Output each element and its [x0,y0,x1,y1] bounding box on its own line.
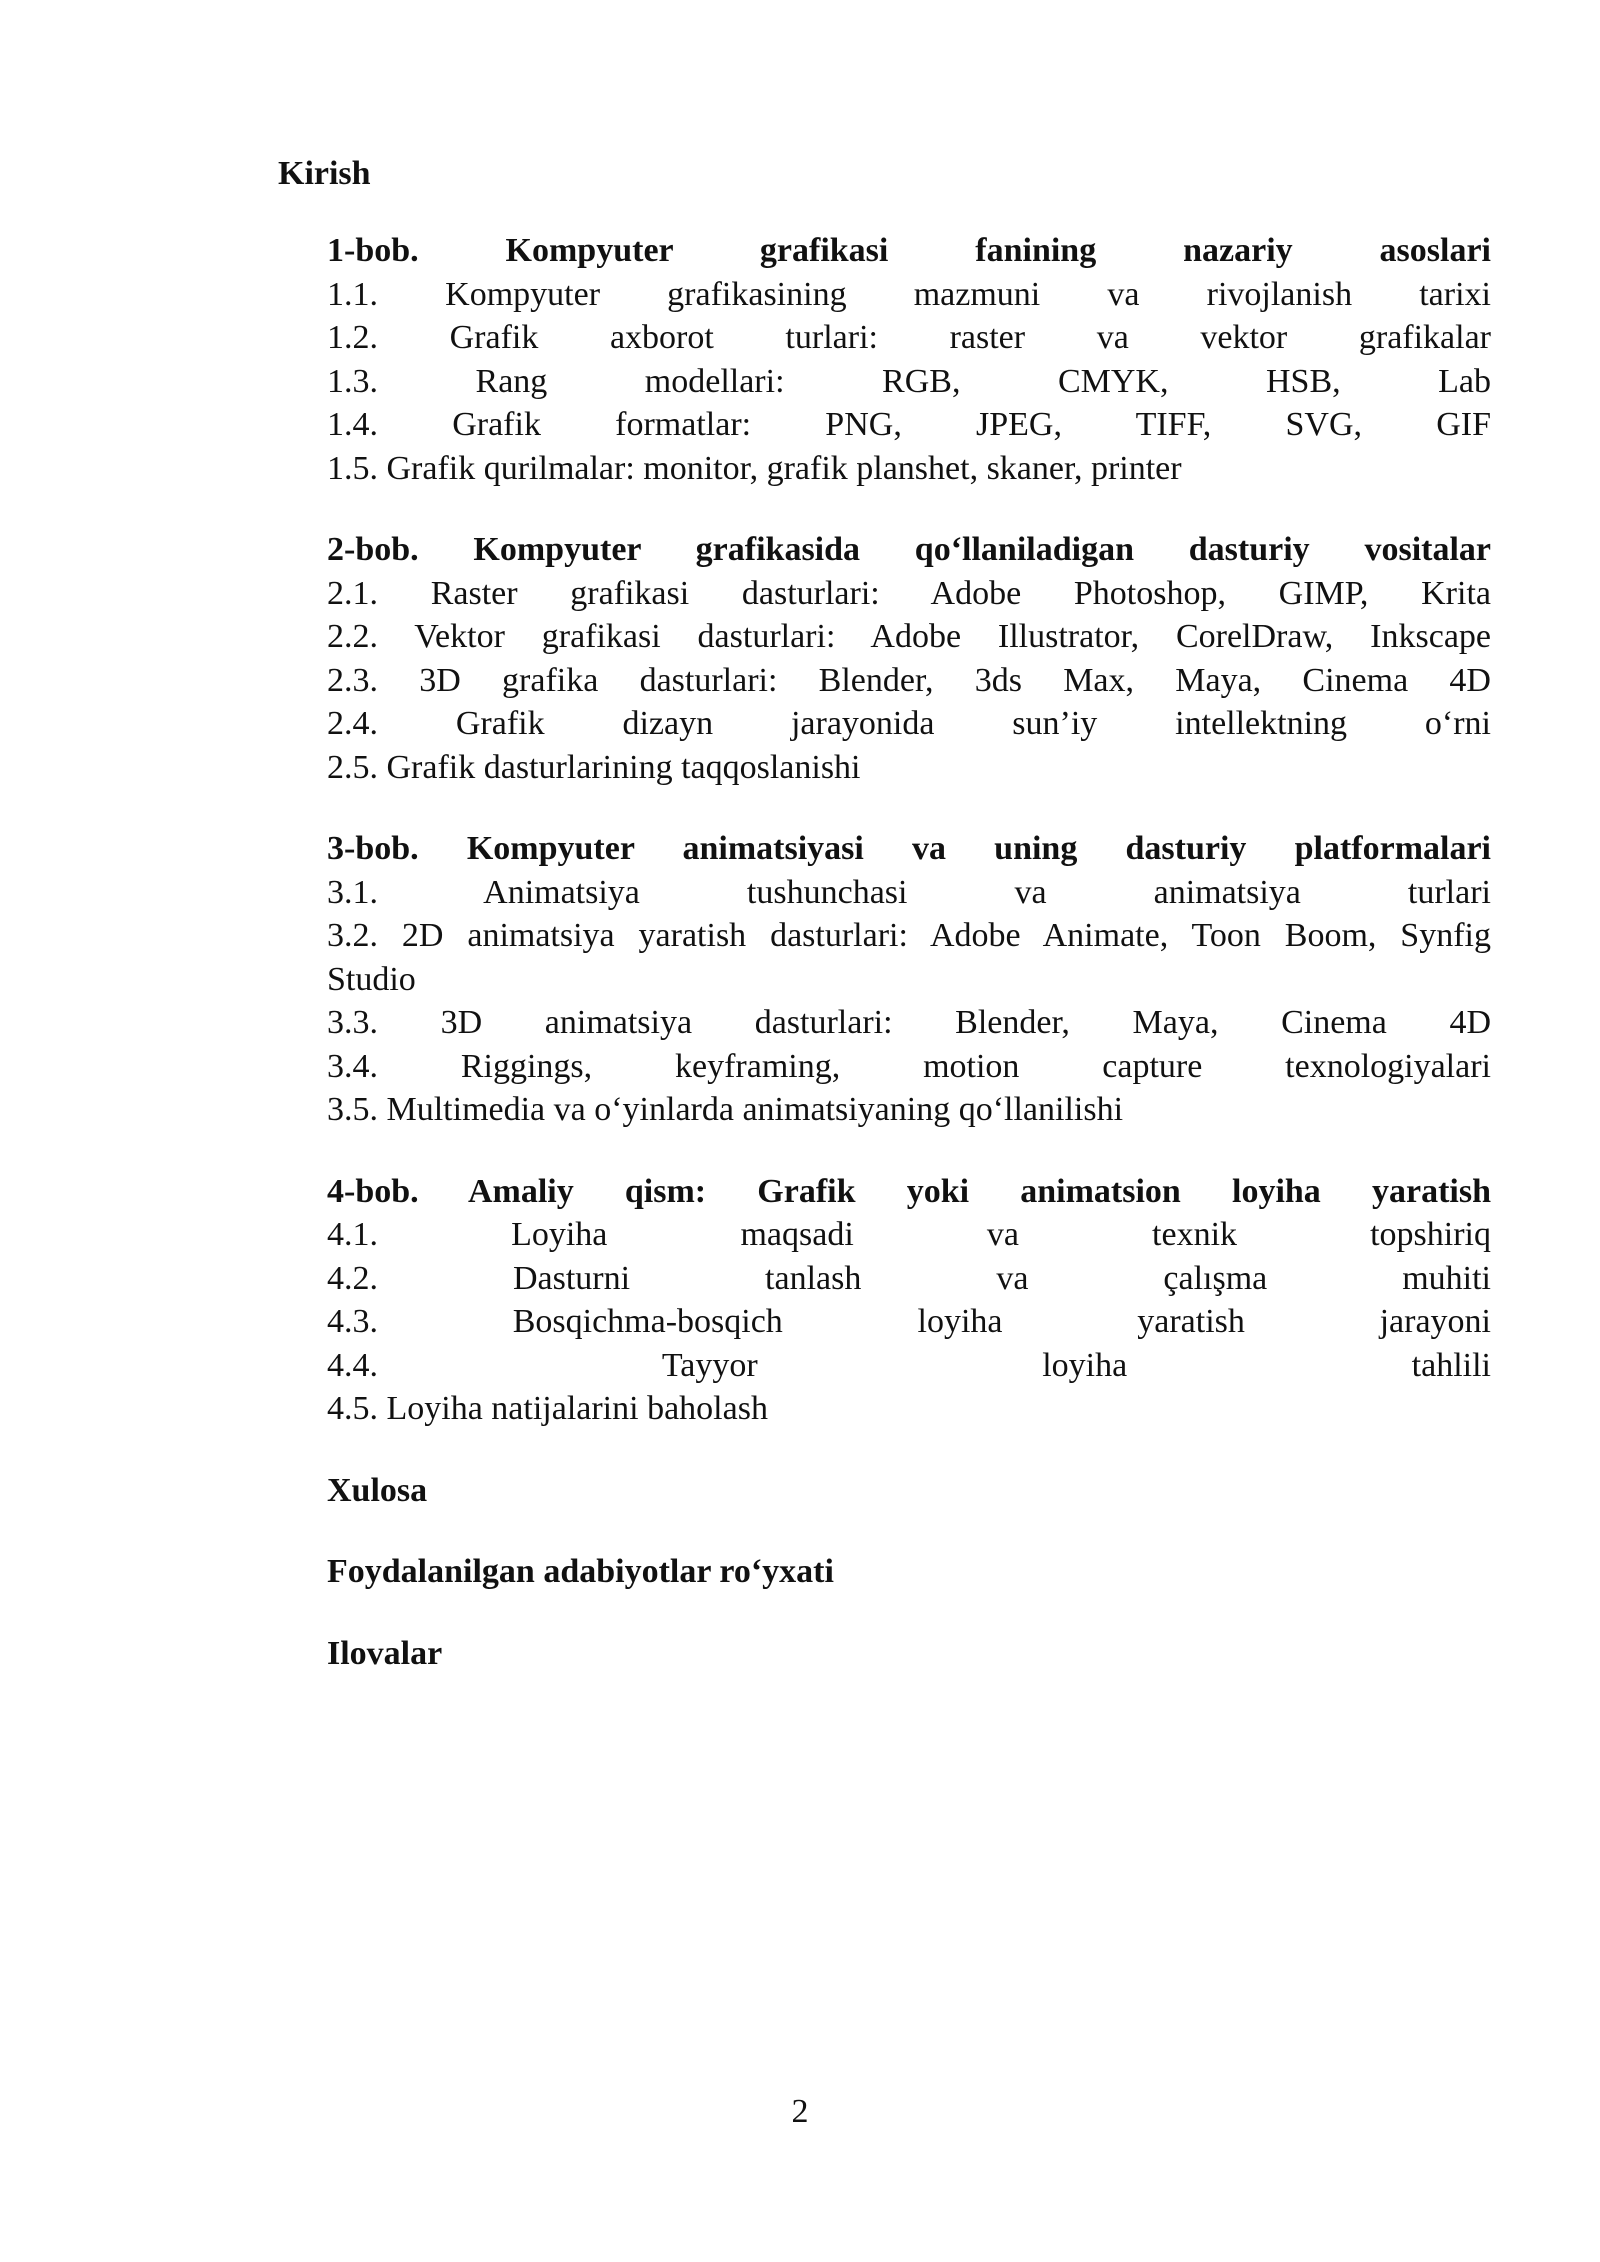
section-item: 2.5. Grafik dasturlarining taqqoslanishi [327,748,861,786]
section-item: 4.2. Dasturni tanlash va çalışma muhiti [327,1259,1491,1297]
section-item: 4.1. Loyiha maqsadi va texnik topshiriq [327,1216,1491,1253]
section-item: 2.1. Raster grafikasi dasturlari: Adobe Photoshop, GIMP, Krita [327,574,1491,612]
page-number: 2 [791,2093,809,2130]
conclusion-heading: Xulosa [327,1471,428,1509]
chapter-4 [327,1170,1491,1431]
chapter-1 [327,229,1491,490]
section-item: 2.3. 3D grafika dasturlari: Blender, 3ds Max, Maya, Cinema 4D [327,661,1491,699]
chapter-title: 2-bob. Kompyuter grafikasida qo‘llaniladigan dasturiy vositalar [327,531,1491,568]
section-item: 4.3. Bosqichma-bosqich loyiha yaratish jarayoni [327,1303,1491,1340]
section-item: 2.2. Vektor grafikasi dasturlari: Adobe Illustrator, CorelDraw, Inkscape [327,618,1491,655]
references-heading: Foydalanilgan adabiyotlar ro‘yxati [327,1553,834,1590]
section-item: 1.1. Kompyuter grafikasining mazmuni va rivojlanish tarixi [327,275,1491,313]
section-item: 3.5. Multimedia va o‘yinlarda animatsiyaning qo‘llanilishi [327,1091,1124,1128]
chapter-title: 3-bob. Kompyuter animatsiyasi va uning dasturiy platformalari [327,830,1491,867]
section-item: 1.5. Grafik qurilmalar: monitor, grafik planshet, skaner, printer [327,449,1182,487]
section-item: 1.4. Grafik formatlar: PNG, JPEG, TIFF, SVG, GIF [327,406,1491,443]
chapter-3 [327,827,1491,1132]
section-item-continuation: Studio [327,960,416,998]
section-item: 3.3. 3D animatsiya dasturlari: Blender, Maya, Cinema 4D [327,1004,1491,1041]
chapter-2 [327,528,1491,789]
section-item: 4.4. Tayyor loyiha tahlili [327,1346,1491,1384]
intro-heading: Kirish [278,155,371,192]
section-item: 3.4. Riggings, keyframing, motion capture texnologiyalari [327,1047,1491,1085]
section-item: 1.3. Rang modellari: RGB, CMYK, HSB, Lab [327,362,1491,400]
section-item: 2.4. Grafik dizayn jarayonida sun’iy intellektning o‘rni [327,705,1491,742]
section-item: 3.1. Animatsiya tushunchasi va animatsiya turlari [327,873,1491,911]
appendices-heading: Ilovalar [327,1634,443,1672]
section-item: 1.2. Grafik axborot turlari: raster va vektor grafikalar [327,319,1491,356]
section-item: 3.2. 2D animatsiya yaratish dasturlari: Adobe Animate, Toon Boom, Synfig [327,917,1491,954]
section-item: 4.5. Loyiha natijalarini baholash [327,1390,768,1427]
chapter-title: 1-bob. Kompyuter grafikasi fanining nazariy asoslari [327,232,1491,269]
table-of-contents [327,229,1491,1713]
chapter-title: 4-bob. Amaliy qism: Grafik yoki animatsion loyiha yaratish [327,1172,1491,1210]
